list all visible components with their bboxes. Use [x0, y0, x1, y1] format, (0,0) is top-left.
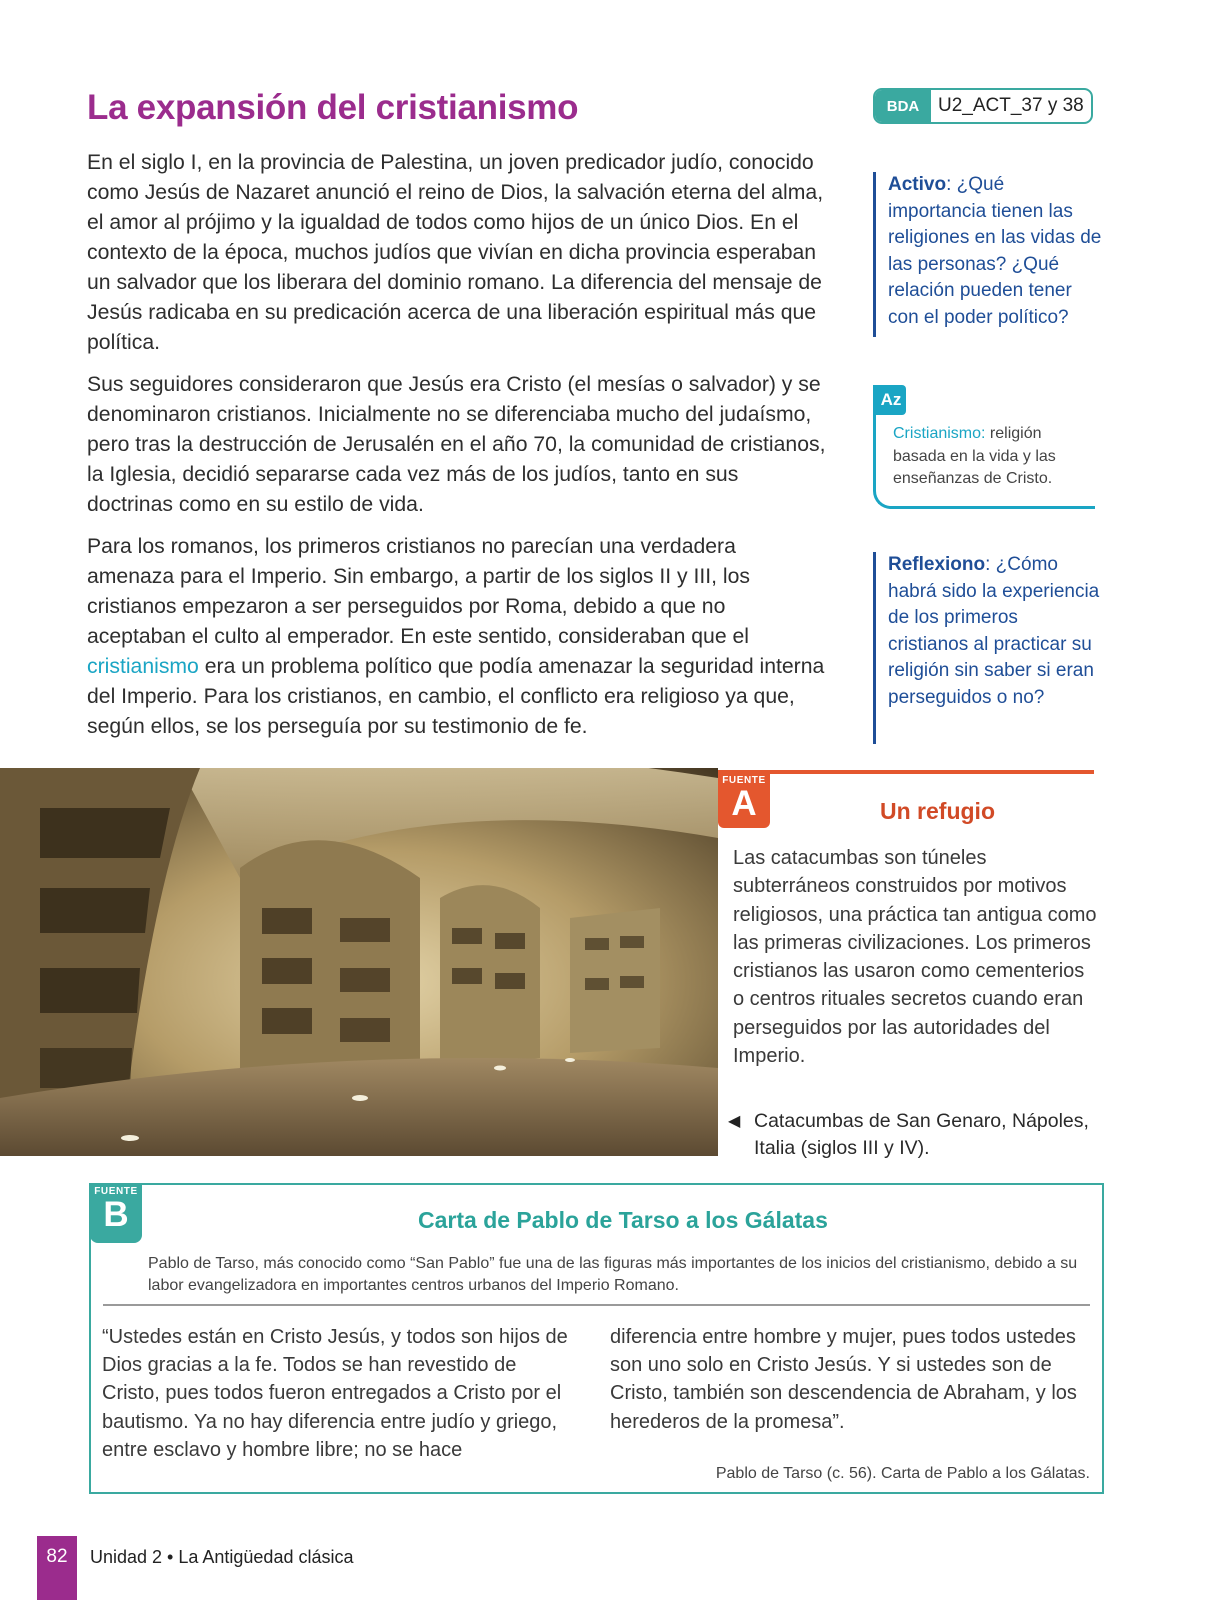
fuente-b-title: Carta de Pablo de Tarso a los Gálatas: [418, 1207, 828, 1233]
fuente-a-text: Las catacumbas son túneles subterráneos construidos por motivos religiosos, una práctica tan antigua como las primeras civilizaciones. Los primeros cristianos las usaron como cementerios o centros rituales secretos cuando eran perseguidos por las autoridades del Imperio.: [733, 847, 1097, 1068]
glossary-definition: Cristianismo: religión basada en la vida y las enseñanzas de Cristo.: [893, 425, 1056, 487]
page-title: La expansión del cristianismo: [87, 88, 579, 127]
glossary-term-link[interactable]: cristianismo: [87, 655, 199, 678]
page-number: 82: [37, 1536, 77, 1600]
catacombs-image: [0, 768, 718, 1156]
catacombs-photo: [0, 768, 718, 1156]
paragraph-1: En el siglo I, en la provincia de Palestina, un joven predicador judío, conocido como Jesús de Nazaret anunció el reino de Dios, la salvación eterna del alma, el amor al prójimo y la igualdad de todos como hijos de un único Dios. En el contexto de la época, muchos judíos que vivían en dicha provincia esperaban un salvador que los liberara del dominio romano. La diferencia del mensaje de Jesús radicaba en su predicación acerca de una liberación espiritual más que política.: [87, 151, 824, 354]
bda-code: U2_ACT_37 y 38: [938, 95, 1084, 116]
bda-reference[interactable]: [873, 88, 1093, 124]
glossary-icon: Az: [876, 385, 906, 415]
main-text: [87, 148, 827, 754]
fuente-b-badge: FUENTE B: [90, 1183, 142, 1243]
photo-caption: ◀ Catacumbas de San Genaro, Nápoles, Italia (siglos III y IV).: [728, 1110, 1089, 1159]
activo-question: Activo: ¿Qué importancia tienen las religiones en las vidas de las personas? ¿Qué relación pueden tener con el poder político?: [873, 172, 1103, 337]
quote-citation: Pablo de Tarso (c. 56). Carta de Pablo a los Gálatas.: [715, 1465, 1090, 1482]
quote-column-2: diferencia entre hombre y mujer, pues todos ustedes son uno solo en Cristo Jesús. Y si ustedes son de Cristo, también son descendencia de Abraham, y los herederos de la promesa”.: [610, 1326, 1077, 1433]
paragraph-2: Sus seguidores consideraron que Jesús era Cristo (el mesías o salvador) y se denominaron cristianos. Inicialmente no se diferenciaba mucho del judaísmo, pero tras la destrucción de Jerusalén en el año 70, la comunidad de cristianos, la Iglesia, decidió separarse cada vez más de los judíos, tanto en sus doctrinas como en su estilo de vida.: [87, 373, 826, 516]
glossary-term: Cristianismo:: [893, 425, 986, 442]
fuente-a-badge: FUENTE A: [718, 772, 770, 828]
paragraph-3: Para los romanos, los primeros cristianos no parecían una verdadera amenaza para el Imperio. Sin embargo, a partir de los siglos II y III, los cristianos empezaron a ser perseguidos por Roma, debido a que no aceptaban el culto al emperador. En este sentido, consideraban que el cristianismo era un problema político que podía amenazar la seguridad interna del Imperio. Para los cristianos, en cambio, el conflicto era religioso ya que, según ellos, se los perseguía por su testimonio de fe.: [87, 535, 825, 738]
footer-unit-title: Unidad 2 • La Antigüedad clásica: [90, 1547, 354, 1567]
fuente-a-title: Un refugio: [880, 798, 995, 824]
fuente-b-intro: Pablo de Tarso, más conocido como “San Pablo” fue una de las figuras más importantes de los inicios del cristianismo, debido a su labor evangelizadora en importantes centros urbanos del Imperio Romano.: [148, 1255, 1078, 1294]
fuente-b-divider: [103, 1304, 1090, 1306]
fuente-a-divider: [718, 770, 1094, 774]
bda-tag: BDA: [875, 90, 931, 122]
activo-label: Activo: [888, 174, 947, 195]
reflexiono-label: Reflexiono: [888, 554, 986, 575]
glossary-box: [873, 385, 1095, 509]
reflexiono-question: Reflexiono: ¿Cómo habrá sido la experiencia de los primeros cristianos al practicar su religión sin saber si eran perseguidos o no?: [873, 552, 1103, 744]
quote-column-1: “Ustedes están en Cristo Jesús, y todos son hijos de Dios gracias a la fe. Todos se han revestido de Cristo, pues todos fueron entregados a Cristo por el bautismo. Ya no hay diferencia entre judío y griego, entre esclavo y hombre libre; no se hace: [102, 1326, 568, 1461]
caption-arrow-icon: ◀: [728, 1113, 741, 1130]
